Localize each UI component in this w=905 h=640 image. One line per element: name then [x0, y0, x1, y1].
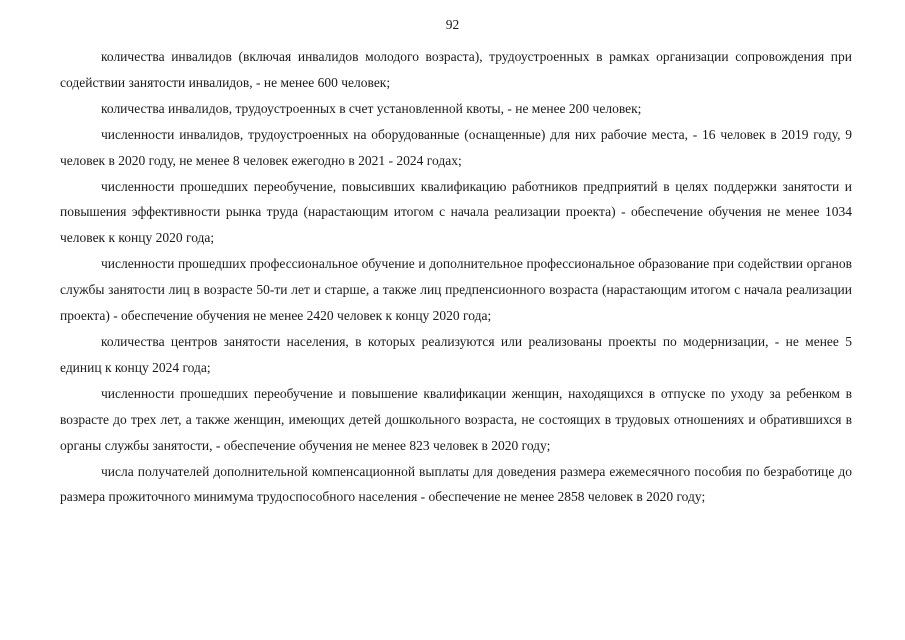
document-body — [60, 44, 852, 510]
page-number: 92 — [445, 17, 460, 32]
paragraph-disabled-quota: количества инвалидов, трудоустроенных в счет установленной квоты, - не менее 200 человек; — [101, 100, 642, 116]
paragraph-pre-retirement-training: численности прошедших профессиональное обучение и дополнительное профессиональное образование при содействии органов службы занятости лиц в возрасте 50-ти лет и старше, а также лиц предпенсионного возраста (нарастающим итогом с начала реализации проекта) - обеспечение обучения не менее 2420 человек к концу 2020 года; — [60, 256, 852, 324]
paragraph-disabled-equipped-workplaces: численности инвалидов, трудоустроенных на оборудованные (оснащенные) для них рабочие места, - 16 человек в 2019 году, 9 человек в 2020 году, не менее 8 человек ежегодно в 2021 - 2024 годах; — [60, 126, 852, 168]
paragraph-women-retraining: численности прошедших переобучение и повышение квалификации женщин, находящихся в отпуске по уходу за ребенком в возрасте до трех лет, а также женщин, имеющих детей дошкольного возраста, не состоящих в трудовых отношениях и обратившихся в органы службы занятости, - обеспечение обучения не менее 823 человек в 2020 году; — [60, 385, 852, 453]
paragraph-disabled-employment-support: количества инвалидов (включая инвалидов молодого возраста), трудоустроенных в рамках организации сопровождения при содействии занятости инвалидов, - не менее 600 человек; — [60, 49, 852, 90]
paragraph-employment-centers-modernization: количества центров занятости населения, в которых реализуются или реализованы проекты по модернизации, - не менее 5 единиц к концу 2024 года; — [60, 333, 852, 375]
paragraph-unemployment-compensation: числа получателей дополнительной компенсационной выплаты для доведения размера ежемесячного пособия по безработице до размера прожиточного минимума трудоспособного населения - обеспечение не менее 2858 человек в 2020 году; — [60, 463, 852, 505]
paragraph-employee-retraining: численности прошедших переобучение, повысивших квалификацию работников предприятий в целях поддержки занятости и повышения эффективности рынка труда (нарастающим итогом с начала реализации проекта) - обеспечение обучения не менее 1034 человек к концу 2020 года; — [60, 178, 852, 246]
